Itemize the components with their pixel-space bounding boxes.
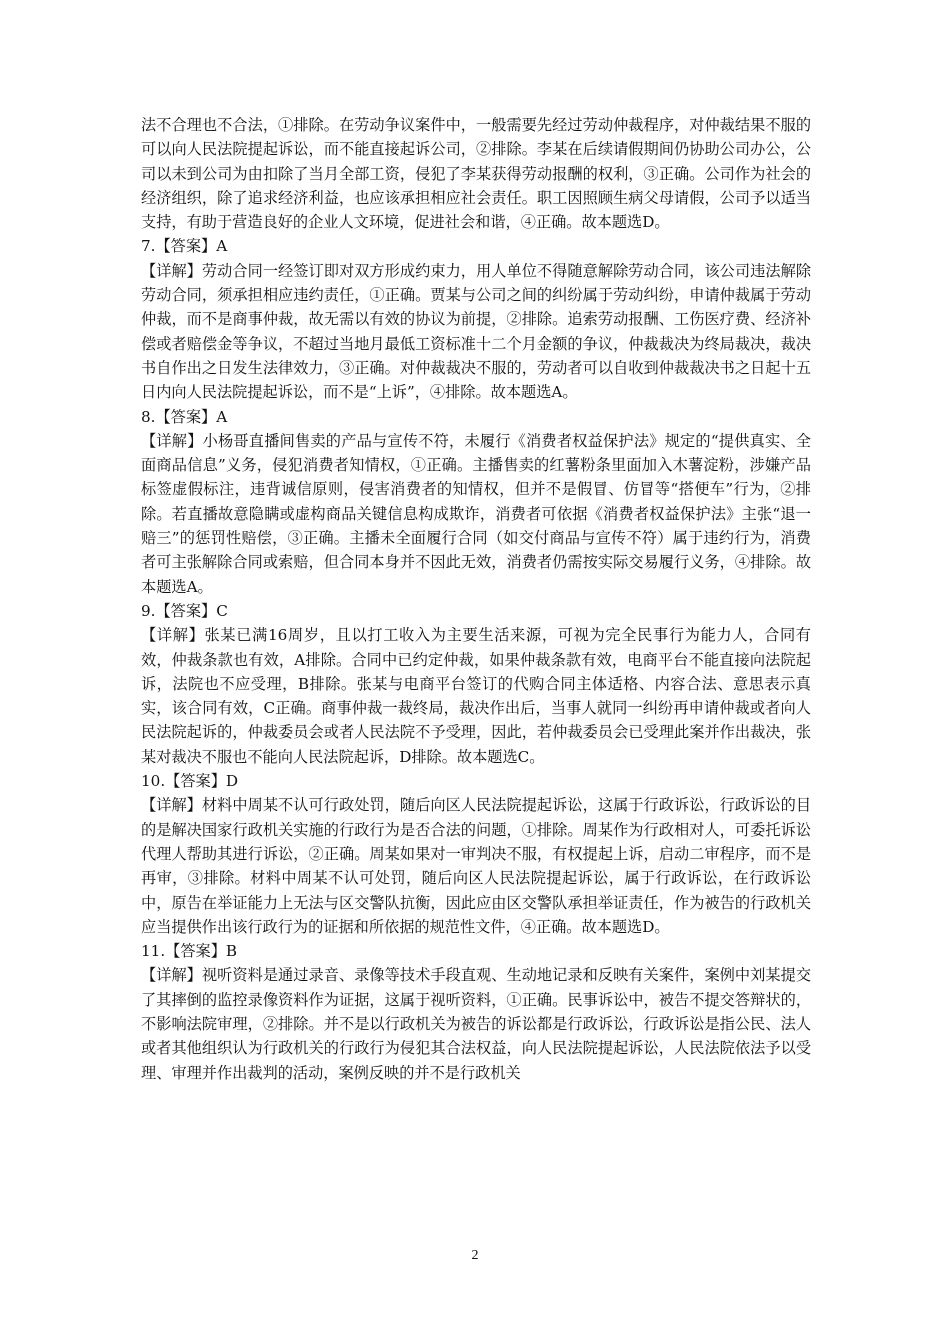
page-number: 2 <box>471 1248 479 1263</box>
answer-heading-q7: 7.【答案】A <box>141 237 228 256</box>
explanation-paragraph-q11: 【详解】视听资料是通过录音、录像等技术手段直观、生动地记录和反映有关案件，案例中刘某提交了其摔倒的监控录像资料作为证据，这属于视听资料，①正确。民事诉讼中，被告不提交答辩状的，不影响法院审理，②排除。并不是以行政机关为被告的诉讼都是行政诉讼，行政诉讼是指公民、法人或者其他组织认为行政机关的行政行为侵犯其合法权益，向人民法院提起诉讼，人民法院依法予以受理、审理并作出裁判的活动，案例反映的并不是行政机关 <box>141 966 811 1082</box>
explanation-paragraph: 法不合理也不合法，①排除。在劳动争议案件中，一般需要先经过劳动仲裁程序，对仲裁结果不服的可以向人民法院提起诉讼，而不能直接起诉公司，②排除。李某在后续请假期间仍协助公司办公，公司以未到公司为由扣除了当月全部工资，侵犯了李某获得劳动报酬的权利，③正确。公司作为社会的经济组织，除了追求经济利益，也应该承担相应社会责任。职工因照顾生病父母请假，公司予以适当支持，有助于营造良好的企业人文环境，促进社会和谐，④正确。故本题选D。 <box>141 116 811 232</box>
answer-heading-q8: 8.【答案】A <box>141 407 228 426</box>
document-body <box>141 113 811 1085</box>
explanation-paragraph-q7: 【详解】劳动合同一经签订即对双方形成约束力，用人单位不得随意解除劳动合同，该公司违法解除劳动合同，须承担相应违约责任，①正确。贾某与公司之间的纠纷属于劳动纠纷，申请仲裁属于劳动仲裁，而不是商事仲裁，故无需以有效的协议为前提，②排除。追索劳动报酬、工伤医疗费、经济补偿或者赔偿金等争议，不超过当地月最低工资标准十二个月金额的争议，仲裁裁决为终局裁决，裁决书自作出之日发生法律效力，③正确。对仲裁裁决不服的，劳动者可以自收到仲裁裁决书之日起十五日内向人民法院提起诉讼，而不是“上诉”，④排除。故本题选A。 <box>141 261 811 402</box>
explanation-paragraph-q10: 【详解】材料中周某不认可行政处罚，随后向区人民法院提起诉讼，这属于行政诉讼，行政诉讼的目的是解决国家行政机关实施的行政行为是否合法的问题，①排除。周某作为行政相对人，可委托诉讼代理人帮助其进行诉讼，②正确。周某如果对一审判决不服，有权提起上诉，启动二审程序，而不是再审，③排除。材料中周某不认可处罚，随后向区人民法院提起诉讼，属于行政诉讼，在行政诉讼中，原告在举证能力上无法与区交警队抗衡，因此应由区交警队承担举证责任，作为被告的行政机关应当提供作出该行政行为的证据和所依据的规范性文件，④正确。故本题选D。 <box>141 796 811 936</box>
answer-heading-q9: 9.【答案】C <box>141 601 228 620</box>
explanation-paragraph-q8: 【详解】小杨哥直播间售卖的产品与宣传不符，未履行《消费者权益保护法》规定的“提供真实、全面商品信息”义务，侵犯消费者知情权，①正确。主播售卖的红薯粉条里面加入木薯淀粉，涉嫌产品标签虚假标注，违背诚信原则，侵害消费者的知情权，但并不是假冒、仿冒等“搭便车”行为，②排除。若直播故意隐瞒或虚构商品关键信息构成欺诈，消费者可依据《消费者权益保护法》主张“退一赔三”的惩罚性赔偿，③正确。主播未全面履行合同（如交付商品与宣传不符）属于违约行为，消费者可主张解除合同或索赔，但合同本身并不因此无效，消费者仍需按实际交易履行义务，④排除。故本题选A。 <box>141 431 811 596</box>
answer-heading-q11: 11.【答案】B <box>141 942 238 961</box>
answer-heading-q10: 10.【答案】D <box>141 772 239 791</box>
explanation-paragraph-q9: 【详解】张某已满16周岁，且以打工收入为主要生活来源，可视为完全民事行为能力人，合同有效，仲裁条款也有效，A排除。合同中已约定仲裁，如果仲裁条款有效，电商平台不能直接向法院起诉，法院也不应受理，B排除。张某与电商平台签订的代购合同主体适格、内容合法、意思表示真实，该合同有效，C正确。商事仲裁一裁终局，裁决作出后，当事人就同一纠纷再申请仲裁或者向人民法院起诉的，仲裁委员会或者人民法院不予受理，因此，若仲裁委员会已受理此案并作出裁决，张某对裁决不服也不能向人民法院起诉，D排除。故本题选C。 <box>141 626 811 766</box>
